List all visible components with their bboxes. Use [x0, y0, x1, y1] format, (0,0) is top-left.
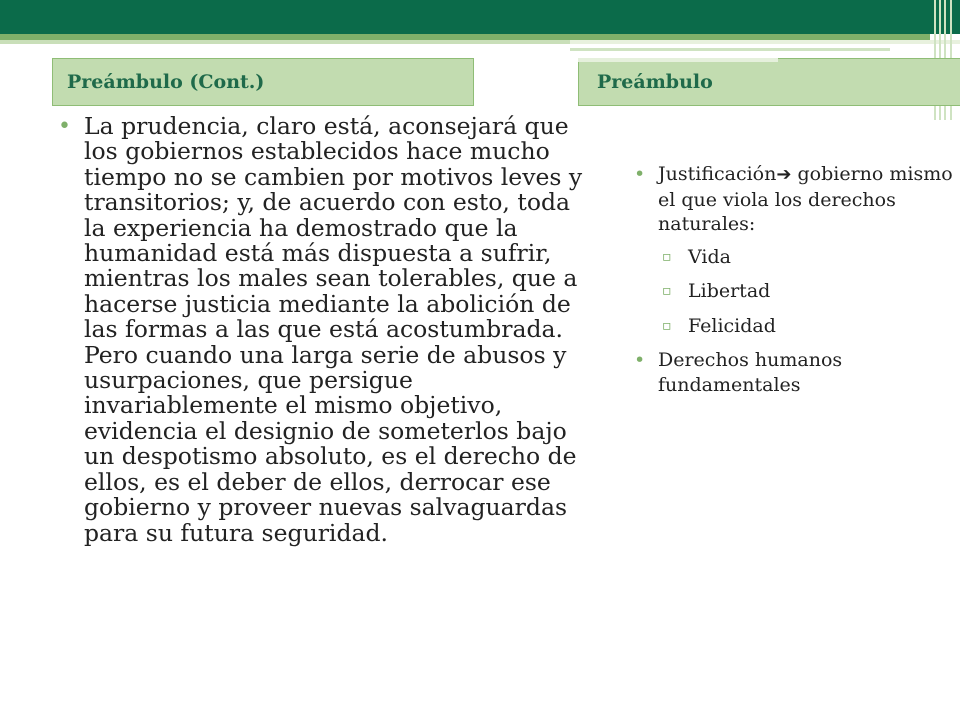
sub-item-text: Libertad — [688, 280, 771, 302]
bullet-dot-icon: • — [58, 114, 71, 139]
section-tab-right — [578, 58, 960, 106]
square-bullet-icon: ▫ — [662, 317, 672, 334]
left-column — [58, 114, 598, 546]
sub-item — [658, 314, 954, 339]
list-item — [58, 114, 598, 546]
bullet-dot-icon: • — [634, 349, 646, 371]
sub-item — [658, 245, 954, 270]
sub-item — [658, 279, 954, 304]
bullet-dot-icon: • — [634, 163, 646, 185]
square-bullet-icon: ▫ — [662, 283, 672, 299]
item-lead: Justificación — [658, 163, 777, 185]
tab-highlight — [578, 58, 778, 62]
item-text: Derechos humanos fundamentales — [658, 349, 843, 396]
paragraph-text: La prudencia, claro está, aconsejará que los gobiernos establecidos hace mucho tiempo no se cambien por motivos leves y transitorios; y, de acuerdo con esto, toda la experiencia ha demostrado que la humanidad está más dispuesta a sufrir, mientras los males sean tolerables, que a hacerse justicia mediante la abolición de las formas a las que está acostumbrada. Pero cuando una larga serie de abusos y usurpaciones, que persigue invariablemente el mismo objetivo, evidencia el designio de someterlos bajo un despotismo absoluto, es el derecho de ellos, es el deber de ellos, derrocar ese gobierno y proveer nuevas salvaguardas para su futura seguridad. — [84, 112, 583, 547]
accent-band-light — [0, 40, 570, 44]
accent-band-pale — [570, 48, 890, 51]
right-column — [634, 162, 954, 405]
list-item — [634, 348, 954, 397]
sub-item-text: Vida — [688, 245, 731, 268]
right-arrow-icon: ➔ — [776, 164, 792, 185]
section-tab-left — [52, 58, 474, 106]
list-item — [634, 162, 954, 338]
section-title: Preámbulo (Cont.) — [67, 71, 265, 93]
accent-band-pale — [570, 40, 960, 44]
section-title: Preámbulo — [597, 71, 713, 93]
sub-item-text: Felicidad — [688, 314, 776, 337]
item-text: gobierno mismo el que viola los derechos naturales: — [658, 163, 953, 235]
sub-list — [658, 245, 954, 339]
top-banner — [0, 0, 960, 34]
square-bullet-icon: ▫ — [662, 248, 672, 265]
